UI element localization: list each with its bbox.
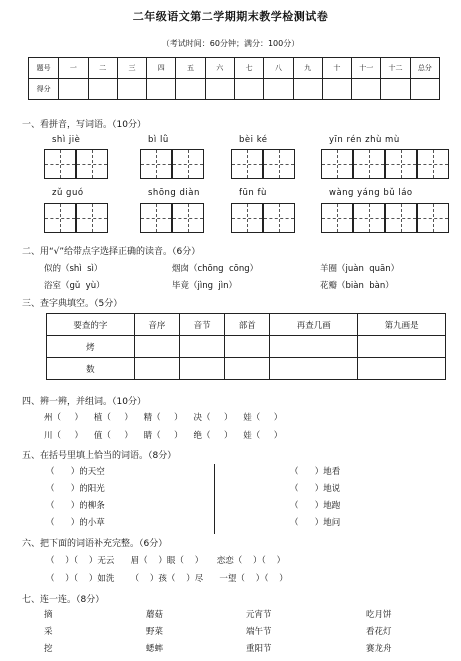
fill-in-right[interactable]: （ ）地说 (290, 484, 341, 494)
matching-item[interactable]: 端午节 (246, 627, 272, 637)
fill-in-right[interactable]: （ ）地跑 (290, 501, 341, 511)
reading-choice[interactable]: 羊圈（juàn quān） (320, 264, 400, 274)
fill-in-left[interactable]: （ ）的小草 (46, 518, 105, 528)
section-7-heading: 七、连一连。（8分） (22, 595, 105, 605)
page-title: 二年级语文第二学期期末教学检测试卷 (132, 10, 329, 23)
pinyin-label: shōng diàn (148, 188, 200, 198)
writing-box[interactable] (172, 203, 204, 233)
reading-choice[interactable]: 毕竟（jìng jìn） (172, 281, 238, 291)
dictionary-row (47, 358, 446, 380)
divider (214, 464, 215, 534)
reading-choice[interactable]: 花瓣（biàn bàn） (320, 281, 394, 291)
writing-box[interactable] (385, 203, 417, 233)
matching-item[interactable]: 看花灯 (366, 627, 392, 637)
writing-box[interactable] (44, 149, 76, 179)
section-5-heading: 五、在括号里填上恰当的词语。（8分） (22, 451, 177, 461)
score-cell[interactable] (147, 79, 176, 100)
writing-box[interactable] (76, 149, 108, 179)
section-3-heading: 三、查字典填空。（5分） (22, 299, 123, 309)
writing-box[interactable] (172, 149, 204, 179)
bianyibian-line-1: 州（ ） 植（ ） 精（ ） 决（ ） 娃（ ） (44, 413, 283, 423)
score-header-row (29, 58, 440, 79)
fill-in-right[interactable]: （ ）地问 (290, 518, 341, 528)
score-column-label: 一 (59, 58, 88, 79)
section-6-heading: 六、把下面的词语补充完整。（6分） (22, 539, 168, 549)
section-1-heading: 一、看拼音，写词语。（10分） (22, 120, 146, 130)
writing-box[interactable] (417, 149, 449, 179)
dictionary-header-cell: 第九画是 (358, 314, 446, 336)
fill-in-left[interactable]: （ ）的柳条 (46, 501, 105, 511)
writing-box[interactable] (353, 149, 385, 179)
answer-cell[interactable] (358, 336, 446, 358)
fill-in-left[interactable]: （ ）的天空 (46, 467, 105, 477)
score-label: 得分 (29, 79, 59, 100)
score-cell[interactable] (322, 79, 351, 100)
score-column-label: 七 (234, 58, 263, 79)
score-cell[interactable] (381, 79, 410, 100)
complete-words-line-1: （ ）（ ）无云 眉（ ）眼（ ） 恋恋（ ）（ ） (46, 556, 286, 566)
writing-box[interactable] (263, 203, 295, 233)
answer-cell[interactable] (134, 358, 179, 380)
writing-box[interactable] (385, 149, 417, 179)
writing-box[interactable] (140, 149, 172, 179)
exam-info: （考试时间：60分钟；满分：100分） (161, 39, 300, 48)
answer-cell[interactable] (270, 358, 358, 380)
writing-box[interactable] (231, 203, 263, 233)
answer-cell[interactable] (270, 336, 358, 358)
score-cell[interactable] (117, 79, 146, 100)
score-column-label: 四 (147, 58, 176, 79)
matching-item[interactable]: 采 (44, 627, 53, 637)
pinyin-label: zǔ guó (52, 188, 84, 198)
writing-box[interactable] (76, 203, 108, 233)
answer-cell[interactable] (179, 336, 224, 358)
matching-item[interactable]: 挖 (44, 644, 53, 654)
pinyin-label: fūn fù (239, 188, 267, 198)
score-cell[interactable] (264, 79, 293, 100)
writing-box[interactable] (263, 149, 295, 179)
dictionary-header-cell: 部首 (225, 314, 270, 336)
writing-box[interactable] (44, 203, 76, 233)
reading-choice[interactable]: 似的（shì sì） (44, 264, 103, 274)
writing-box[interactable] (231, 149, 263, 179)
section-4-heading: 四、辨一辨，并组词。（10分） (22, 397, 146, 407)
score-column-label: 十 (322, 58, 351, 79)
bianyibian-line-2: 川（ ） 值（ ） 睛（ ） 绝（ ） 娃（ ） (44, 431, 283, 441)
score-cell[interactable] (293, 79, 322, 100)
fill-in-right[interactable]: （ ）地看 (290, 467, 341, 477)
score-label: 题号 (29, 58, 59, 79)
writing-box[interactable] (321, 149, 353, 179)
dictionary-header-cell: 音节 (179, 314, 224, 336)
pinyin-label: bèi ké (239, 135, 268, 145)
writing-box[interactable] (353, 203, 385, 233)
score-column-label: 十一 (352, 58, 381, 79)
score-column-label: 六 (205, 58, 234, 79)
dictionary-row (47, 336, 446, 358)
pinyin-label: wàng yáng bǔ láo (329, 188, 413, 198)
dictionary-header-cell: 音序 (134, 314, 179, 336)
answer-cell[interactable] (179, 358, 224, 380)
answer-cell[interactable] (134, 336, 179, 358)
complete-words-line-2: （ ）（ ）如洗 （ ）孩（ ）尽 一望（ ）（ ） (46, 574, 288, 584)
score-table (28, 57, 440, 100)
matching-item[interactable]: 赛龙舟 (366, 644, 392, 654)
score-column-label: 二 (88, 58, 117, 79)
score-column-label: 总分 (410, 58, 439, 79)
pinyin-label: bì lǜ (148, 135, 169, 145)
pinyin-label: yīn rén zhù mù (329, 135, 400, 145)
matching-item[interactable]: 蘑菇 (146, 610, 164, 620)
section-2-heading: 二、用“√”给带点字选择正确的读音。（6分） (22, 247, 201, 257)
score-column-label: 十二 (381, 58, 410, 79)
score-cell[interactable] (352, 79, 381, 100)
score-cell[interactable] (410, 79, 439, 100)
writing-box[interactable] (321, 203, 353, 233)
matching-item[interactable]: 元宵节 (246, 610, 272, 620)
dictionary-header-row (47, 314, 446, 336)
fill-in-left[interactable]: （ ）的阳光 (46, 484, 105, 494)
answer-cell[interactable] (358, 358, 446, 380)
dictionary-character: 数 (47, 358, 135, 380)
score-column-label: 八 (264, 58, 293, 79)
score-value-row (29, 79, 440, 100)
writing-box[interactable] (140, 203, 172, 233)
matching-item[interactable]: 重阳节 (246, 644, 272, 654)
reading-choice[interactable]: 烟囱（chōng cōng） (172, 264, 259, 274)
matching-item[interactable]: 吃月饼 (366, 610, 392, 620)
score-cell[interactable] (88, 79, 117, 100)
score-cell[interactable] (234, 79, 263, 100)
dictionary-header-cell: 要查的字 (47, 314, 135, 336)
dictionary-character: 烤 (47, 336, 135, 358)
score-cell[interactable] (59, 79, 88, 100)
matching-item[interactable]: 野菜 (146, 627, 164, 637)
dictionary-header-cell: 再查几画 (270, 314, 358, 336)
score-column-label: 九 (293, 58, 322, 79)
score-cell[interactable] (176, 79, 205, 100)
answer-cell[interactable] (225, 336, 270, 358)
score-column-label: 三 (117, 58, 146, 79)
matching-item[interactable]: 蟋蟀 (146, 644, 164, 654)
pinyin-label: shì jiè (52, 135, 81, 145)
matching-item[interactable]: 摘 (44, 610, 53, 620)
reading-choice[interactable]: 浴室（gǔ yù） (44, 281, 105, 291)
score-cell[interactable] (205, 79, 234, 100)
score-column-label: 五 (176, 58, 205, 79)
answer-cell[interactable] (225, 358, 270, 380)
writing-box[interactable] (417, 203, 449, 233)
dictionary-table (46, 313, 446, 380)
